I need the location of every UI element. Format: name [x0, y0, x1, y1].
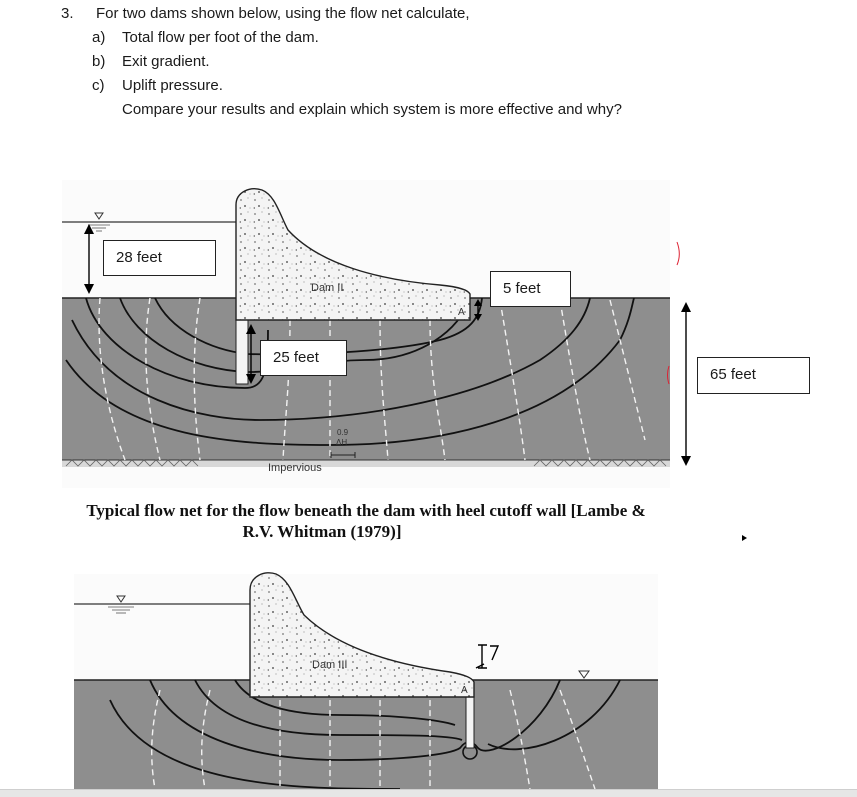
part-b-text: Exit gradient.: [122, 53, 210, 70]
part-c-label: c): [92, 77, 105, 94]
question-prompt: For two dams shown below, using the flow net calculate,: [96, 5, 470, 22]
closing-question: Compare your results and explain which system is more effective and why?: [122, 101, 622, 118]
point-a-label-2: A: [461, 685, 468, 696]
question-number: 3.: [61, 5, 74, 22]
soil-depth-annotation: 65 feet: [697, 357, 810, 394]
impervious-base: [62, 460, 670, 467]
cursor-icon: [742, 535, 747, 541]
point-a-label: A: [458, 307, 465, 318]
part-b-label: b): [92, 53, 106, 70]
tailwater-annotation: 5 feet: [490, 271, 571, 307]
part-a-text: Total flow per foot of the dam.: [122, 29, 319, 46]
headwater-annotation: 28 feet: [103, 240, 216, 276]
part-c-text: Uplift pressure.: [122, 77, 223, 94]
figure-caption-line-1: Typical flow net for the flow beneath the dam with heel cutoff wall [Lambe &: [86, 501, 646, 520]
dam-label: Dam II: [311, 282, 344, 294]
impervious-label: Impervious: [268, 462, 322, 474]
delta-h-bottom: ΔH: [336, 438, 348, 447]
cutoff-depth-annotation: 25 feet: [260, 340, 347, 376]
dam-label-2: Dam III: [312, 659, 348, 671]
part-a-label: a): [92, 29, 106, 46]
delta-h-top: 0.9: [337, 428, 349, 437]
figure-caption-line-2: R.V. Whitman (1979)]: [242, 522, 402, 541]
toe-cutoff-wall: [466, 690, 474, 748]
